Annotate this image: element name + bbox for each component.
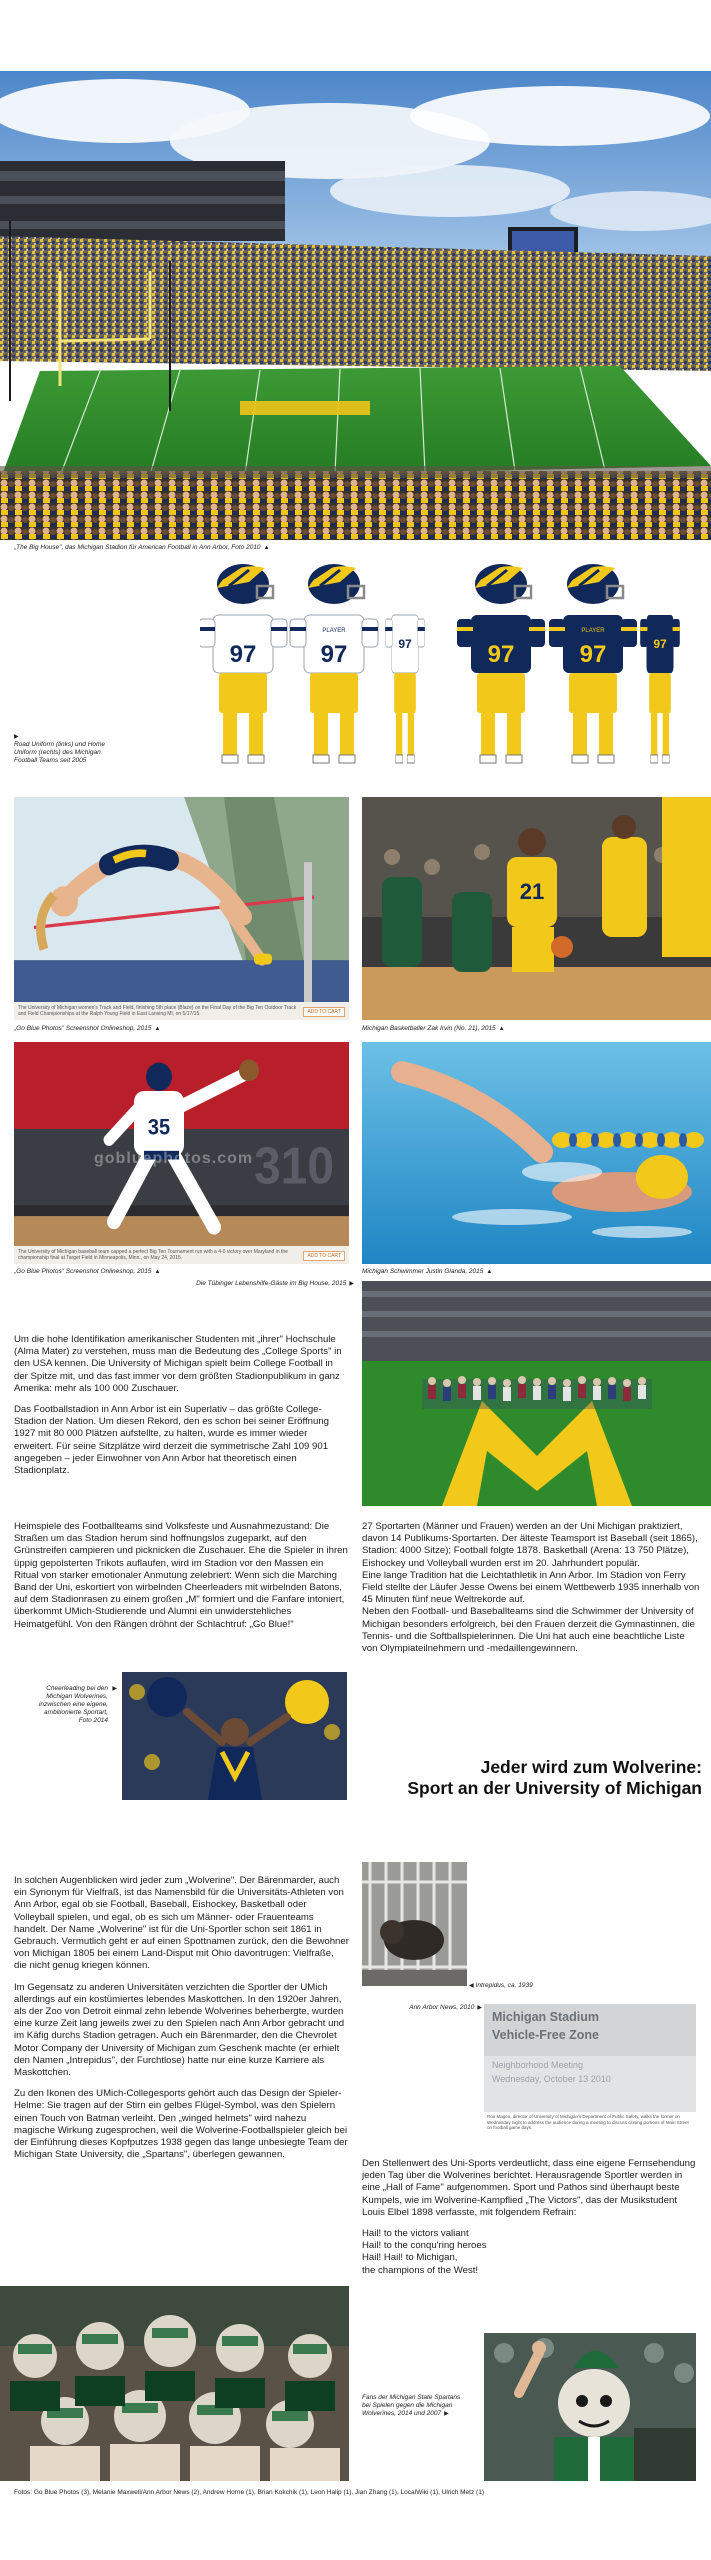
- caption-pointer-icon: ▲: [263, 545, 270, 551]
- intrepidus-caption: ◀ Intrepidus, ca. 1939: [469, 1982, 533, 1989]
- homegame-text: [14, 1521, 349, 1631]
- cheerleader-photo: [122, 1672, 347, 1800]
- sign-photo-caption: Ron Mageo, director of University of Michigan's Department of Public Safety, walks the former on Wednesday night to address the audience during a meeting to discuss closing portions of Main Street on football game days.: [487, 2114, 689, 2130]
- verse-line: Hail! to the conqu'ring heroes: [362, 2240, 487, 2252]
- add-to-cart-button[interactable]: ADD TO CART: [303, 1007, 345, 1017]
- intro-text: [14, 1334, 349, 1477]
- swimmer-photo: [362, 1042, 711, 1264]
- tuebingen-caption: Die Tübinger Lebenshilfe-Gäste im Big House, 2015 ▶: [196, 1280, 354, 1287]
- caption-pointer-icon: ▲: [498, 1026, 505, 1032]
- spartans-fans-photo: [0, 2286, 349, 2481]
- heading-line: Jeder wird zum Wolverine:: [480, 1757, 702, 1777]
- spartan-mascot-photo: [484, 2333, 696, 2481]
- verse-line: Hail! Hail! to Michigan,: [362, 2252, 458, 2264]
- verse-line: the champions of the West!: [362, 2264, 479, 2276]
- basketball-photo: [362, 797, 711, 1020]
- paragraph: 27 Sportarten (Männer und Frauen) werden an der Uni Michigan praktiziert, davon 14 Publikums-Sportarten. Der älteste Teamsport ist Baseball (seit 1865), Stadion: 4000 Sitze); Football folgte 1878. Basketball (Arena: 13 750 Plätze), Eishockey und Volleyball wurden erst im 20. Jahrhundert populär.: [362, 1521, 698, 1569]
- road-jersey-back: [290, 615, 378, 763]
- caption-pointer-icon: ▶: [14, 734, 19, 740]
- paragraph: Den Stellenwert des Uni-Sports verdeutlicht, dass eine eigene Fernsehendung jeden Tag über die Wolverines berichtet. Herausragende Sportler werden in eine „Hall of Fame" aufgenommen. Sport und Pathos sind überhaupt beste Kumpels, wie im Wolverine-Kampflied „The Victors", das der Musikstudent Louis Elbel 1898 verfasste, mit folgendem Refrain:: [362, 2158, 696, 2218]
- meeting-sign: [484, 2004, 696, 2112]
- jersey-player-label: PLAYER: [322, 628, 346, 634]
- shop-info-bar: The University of Michigan baseball team capped a perfect Big Ten Tournament run with a 4-0 victory over Maryland in the championship final at Target Field in Minneapolis, Minn., on May 24, 2015. ADD TO CART: [14, 1246, 349, 1264]
- watermark: gobluephotos.com: [94, 1150, 254, 1167]
- home-jersey-back: [549, 615, 637, 763]
- paragraph: In solchen Augenblicken wird jeder zum „Wolverine". Der Bärenmarder, auch ein Synonym für Vielfraß, ist das Namensbild für die Universitäts-Athleten von Ann Arbor, egal ob sie Football, Baseball, Eishockey, Basketball oder Volleyball spielen, und egal, ob es sich um Männer- oder Frauenteams handelt. Der Name „Wolverine" ist für die Uni-Sportler schon seit 1861 in Gebrauch. Vermutlich geht er auf einen Spottnamen zurück, den die Bewohner von Michigan 1805 bei einem Land-Disput mit Ohio davontrugen: Vielfraße, die nicht genug kriegen können.: [14, 1875, 349, 1972]
- uniforms-caption: ▶ Road Uniform (links) und Home Uniform (rechts) des Michigan Football Teams seit 2005: [14, 734, 106, 764]
- stadium-photo: [0, 71, 711, 540]
- wolverine-text: [14, 1875, 349, 2161]
- paragraph: Das Footballstadion in Ann Arbor ist ein Superlativ – das größte College-Stadion der Nation. Um diesen Rekord, den es schon bei seiner Eröffnung 1927 mit 80 000 Plätzen aufstellte, zu halten, wurde es immer wieder erweitert. Für seine Sitzplätze wird derzeit die symmetrische Zahl 109 901 angegeben – jeder Einwohner von Ann Arbor hat theoretisch einen Stadionplatz.: [14, 1404, 330, 1477]
- cheerleader-caption: Cheerleading bei den Michigan Wolverines, inzwischen eine eigene, ambitionierte Sportart, Foto 2014 ▶: [38, 1685, 117, 1724]
- sign-subtitle: Vehicle-Free Zone: [492, 2028, 599, 2042]
- basketball-caption: Michigan Basketballer Zak Irvin (No. 21), 2015 ▲: [362, 1025, 505, 1032]
- baseball-caption: „Go Blue Photos" Screenshot Onlineshop, 2015 ▲: [14, 1268, 161, 1275]
- tuebingen-group-photo: [362, 1281, 711, 1506]
- jersey-number: 97: [653, 637, 667, 651]
- stadium-caption: „The Big House", das Michigan Stadion für American Football in Ann Arbor, Foto 2010 ▲: [14, 544, 270, 551]
- caption-pointer-icon: ▶: [349, 1281, 354, 1287]
- sign-date: Wednesday, October 13 2010: [492, 2074, 611, 2084]
- shop-info-bar: The University of Michigan women's Track and Field, finishing 5th place (Blaze) on the Final Day of the Big Ten Outdoor Track and Field Championships at the Ralph Young Field in East Lansing MI, on 5/17/15. ADD TO CART: [14, 1002, 349, 1020]
- caption-pointer-icon: ▲: [486, 1269, 493, 1275]
- highjump-caption: „Go Blue Photos" Screenshot Onlineshop, 2015 ▲: [14, 1025, 161, 1032]
- paragraph: Eine lange Tradition hat die Leichtathletik in Ann Arbor. Im Stadion von Ferry Field stellte der Läufer Jesse Owens bei einem Wettbewerb 1935 innerhalb von 45 Minuten fünf neue Weltrekorde auf.: [362, 1569, 700, 1606]
- baseball-screenshot: [14, 1042, 349, 1264]
- heading-line: Sport an der University of Michigan: [407, 1778, 702, 1798]
- paragraph: Um die hohe Identifikation amerikanischer Studenten mit „ihrer" Hochschule (Alma Mater) zu verstehen, muss man die Bedeutung des „College Sports" in den USA kennen. Die University of Michigan spielt beim College Football in der Spitze mit, und das fast immer vor dem größten Stadionpublikum in ganz Amerika: mehr als 100 000 Zuschauer.: [14, 1334, 342, 1394]
- jersey-player-label: PLAYER: [581, 628, 605, 634]
- photo-credits: Fotos: Go Blue Photos (3), Melanie Maxwell/Ann Arbor News (2), Andrew Horne (1), Brian Kokchik (1), Leon Halip (1), Jian Zhang (1), LocalWiki (1), Ulrich Metz (1): [14, 2489, 484, 2496]
- caption-pointer-icon: ▶: [444, 2411, 449, 2417]
- add-to-cart-button[interactable]: ADD TO CART: [303, 1251, 345, 1261]
- paragraph: Neben den Football- und Baseballteams sind die Schwimmer der University of Michigan besonders erfolgreich, bei den Frauen derzeit die Gymnastinnen, die Tennis- und die Softballspielerinnen. Die Uni hat auch eine beachtliche Liste von Olympiateilnehmern und -medaillengewinnern.: [362, 1606, 695, 1655]
- svg-text:35: 35: [147, 1115, 171, 1140]
- helmet-icon: [567, 564, 623, 604]
- song-refrain: [362, 2228, 702, 2277]
- swimmer-caption: Michigan Schwimmer Justin Glanda, 2015 ▲: [362, 1268, 493, 1275]
- jersey-number: 97: [229, 641, 257, 668]
- paragraph: Heimspiele des Footballteams sind Volksfeste und Ausnahmezustand: Die Straßen um das Stadion herum sind hoffnungslos zugeparkt, auf den Grünstreifen campieren und picknicken die Zuschauer. Ehe die Spieler in ihren üppig gepolsterten Trikots auflaufen, wird im Stadion vor den Massen ein Ritual von starker emotionaler Anmutung zelebriert: Wenn sich die Marching Band der Uni, eskortiert von wirbelnden Cheerleaders mit wirbelnden Batons, auf dem Stadionrasen zu einem großen „M" formiert und die Fanfare intoniert, überkommt UMich-Studierende und Alumni ein unwiderstehliches Heimatgefühl. Von den Rängen dröhnt der Schlachtruf: „Go Blue!": [14, 1521, 348, 1630]
- jersey-number: 97: [398, 637, 412, 651]
- road-jersey-front: [200, 615, 287, 763]
- helmet-icon: [308, 564, 364, 604]
- highjump-screenshot: [14, 797, 349, 1020]
- paragraph: Zu den Ikonen des UMich-Collegesports gehört auch das Design der Spieler-Helme: Sie tragen auf der Stirn ein gelbes Flügel-Symbol, was den Spielern einen Touch von Batman verleiht. Den „winged helmets" wird nahezu magische Wirkung zugesprochen, weil die Wolverine-Footballspieler gleich bei der Einführung dieses Kopfputzes 1938 gegen das lange unbesiegte Team der Michigan State University, die „Spartans", überlegen gewannen.: [14, 2088, 348, 2161]
- caption-pointer-icon: ▲: [154, 1026, 161, 1032]
- caption-pointer-icon: ◀: [469, 1983, 474, 1989]
- caption-pointer-icon: ▶: [477, 2005, 482, 2011]
- svg-text:21: 21: [519, 879, 545, 904]
- jersey-number: 97: [487, 641, 515, 668]
- sports-text: [362, 1521, 702, 1655]
- annarbor-news-photo: [484, 2004, 696, 2141]
- intrepidus-photo: [362, 1862, 467, 1986]
- jersey-number: 97: [320, 641, 348, 668]
- caption-pointer-icon: ▲: [154, 1269, 161, 1275]
- verse-line: Hail! to the victors valiant: [362, 2228, 469, 2240]
- helmet-icon: [217, 564, 273, 604]
- annarbor-news-caption: Ann Arbor News, 2010 ▶: [409, 2004, 482, 2011]
- svg-text:310: 310: [254, 1136, 335, 1195]
- sign-meeting: Neighborhood Meeting: [492, 2060, 584, 2070]
- jersey-number: 97: [579, 641, 607, 668]
- halloffame-text: [362, 2158, 702, 2277]
- helmet-icon: [475, 564, 531, 604]
- sign-title: Michigan Stadium: [492, 2010, 599, 2024]
- home-jersey-front: [457, 615, 545, 763]
- uniforms-illustration: [200, 560, 690, 780]
- paragraph: Im Gegensatz zu anderen Universitäten verzichten die Sportler der UMich allerdings auf ein kostümiertes lebendes Maskottchen. In den 1920er Jahren, als der Zoo von Detroit einmal zehn lebende Wolverines beherbergte, wurden eine kurze Zeit lang jeweils zwei zu den Spielen nach Ann Arbor gebracht und im Käfig durchs Stadion getragen. Auch ein Bärenmarder, den die Chevrolet Motor Company der University of Michigan zum Geschenk machte (er erhielt den Namen „Intrepidus", der Furchtlose) hatte nur eine kurze Karriere als Maskottchen.: [14, 1981, 345, 2079]
- caption-pointer-icon: ▶: [112, 1686, 117, 1692]
- fans-caption: Fans der Michigan State Spartans bei Spielen gegen die Michigan Wolverines, 2014 und 2007 ▶: [362, 2394, 461, 2417]
- section-heading: [362, 1757, 702, 1799]
